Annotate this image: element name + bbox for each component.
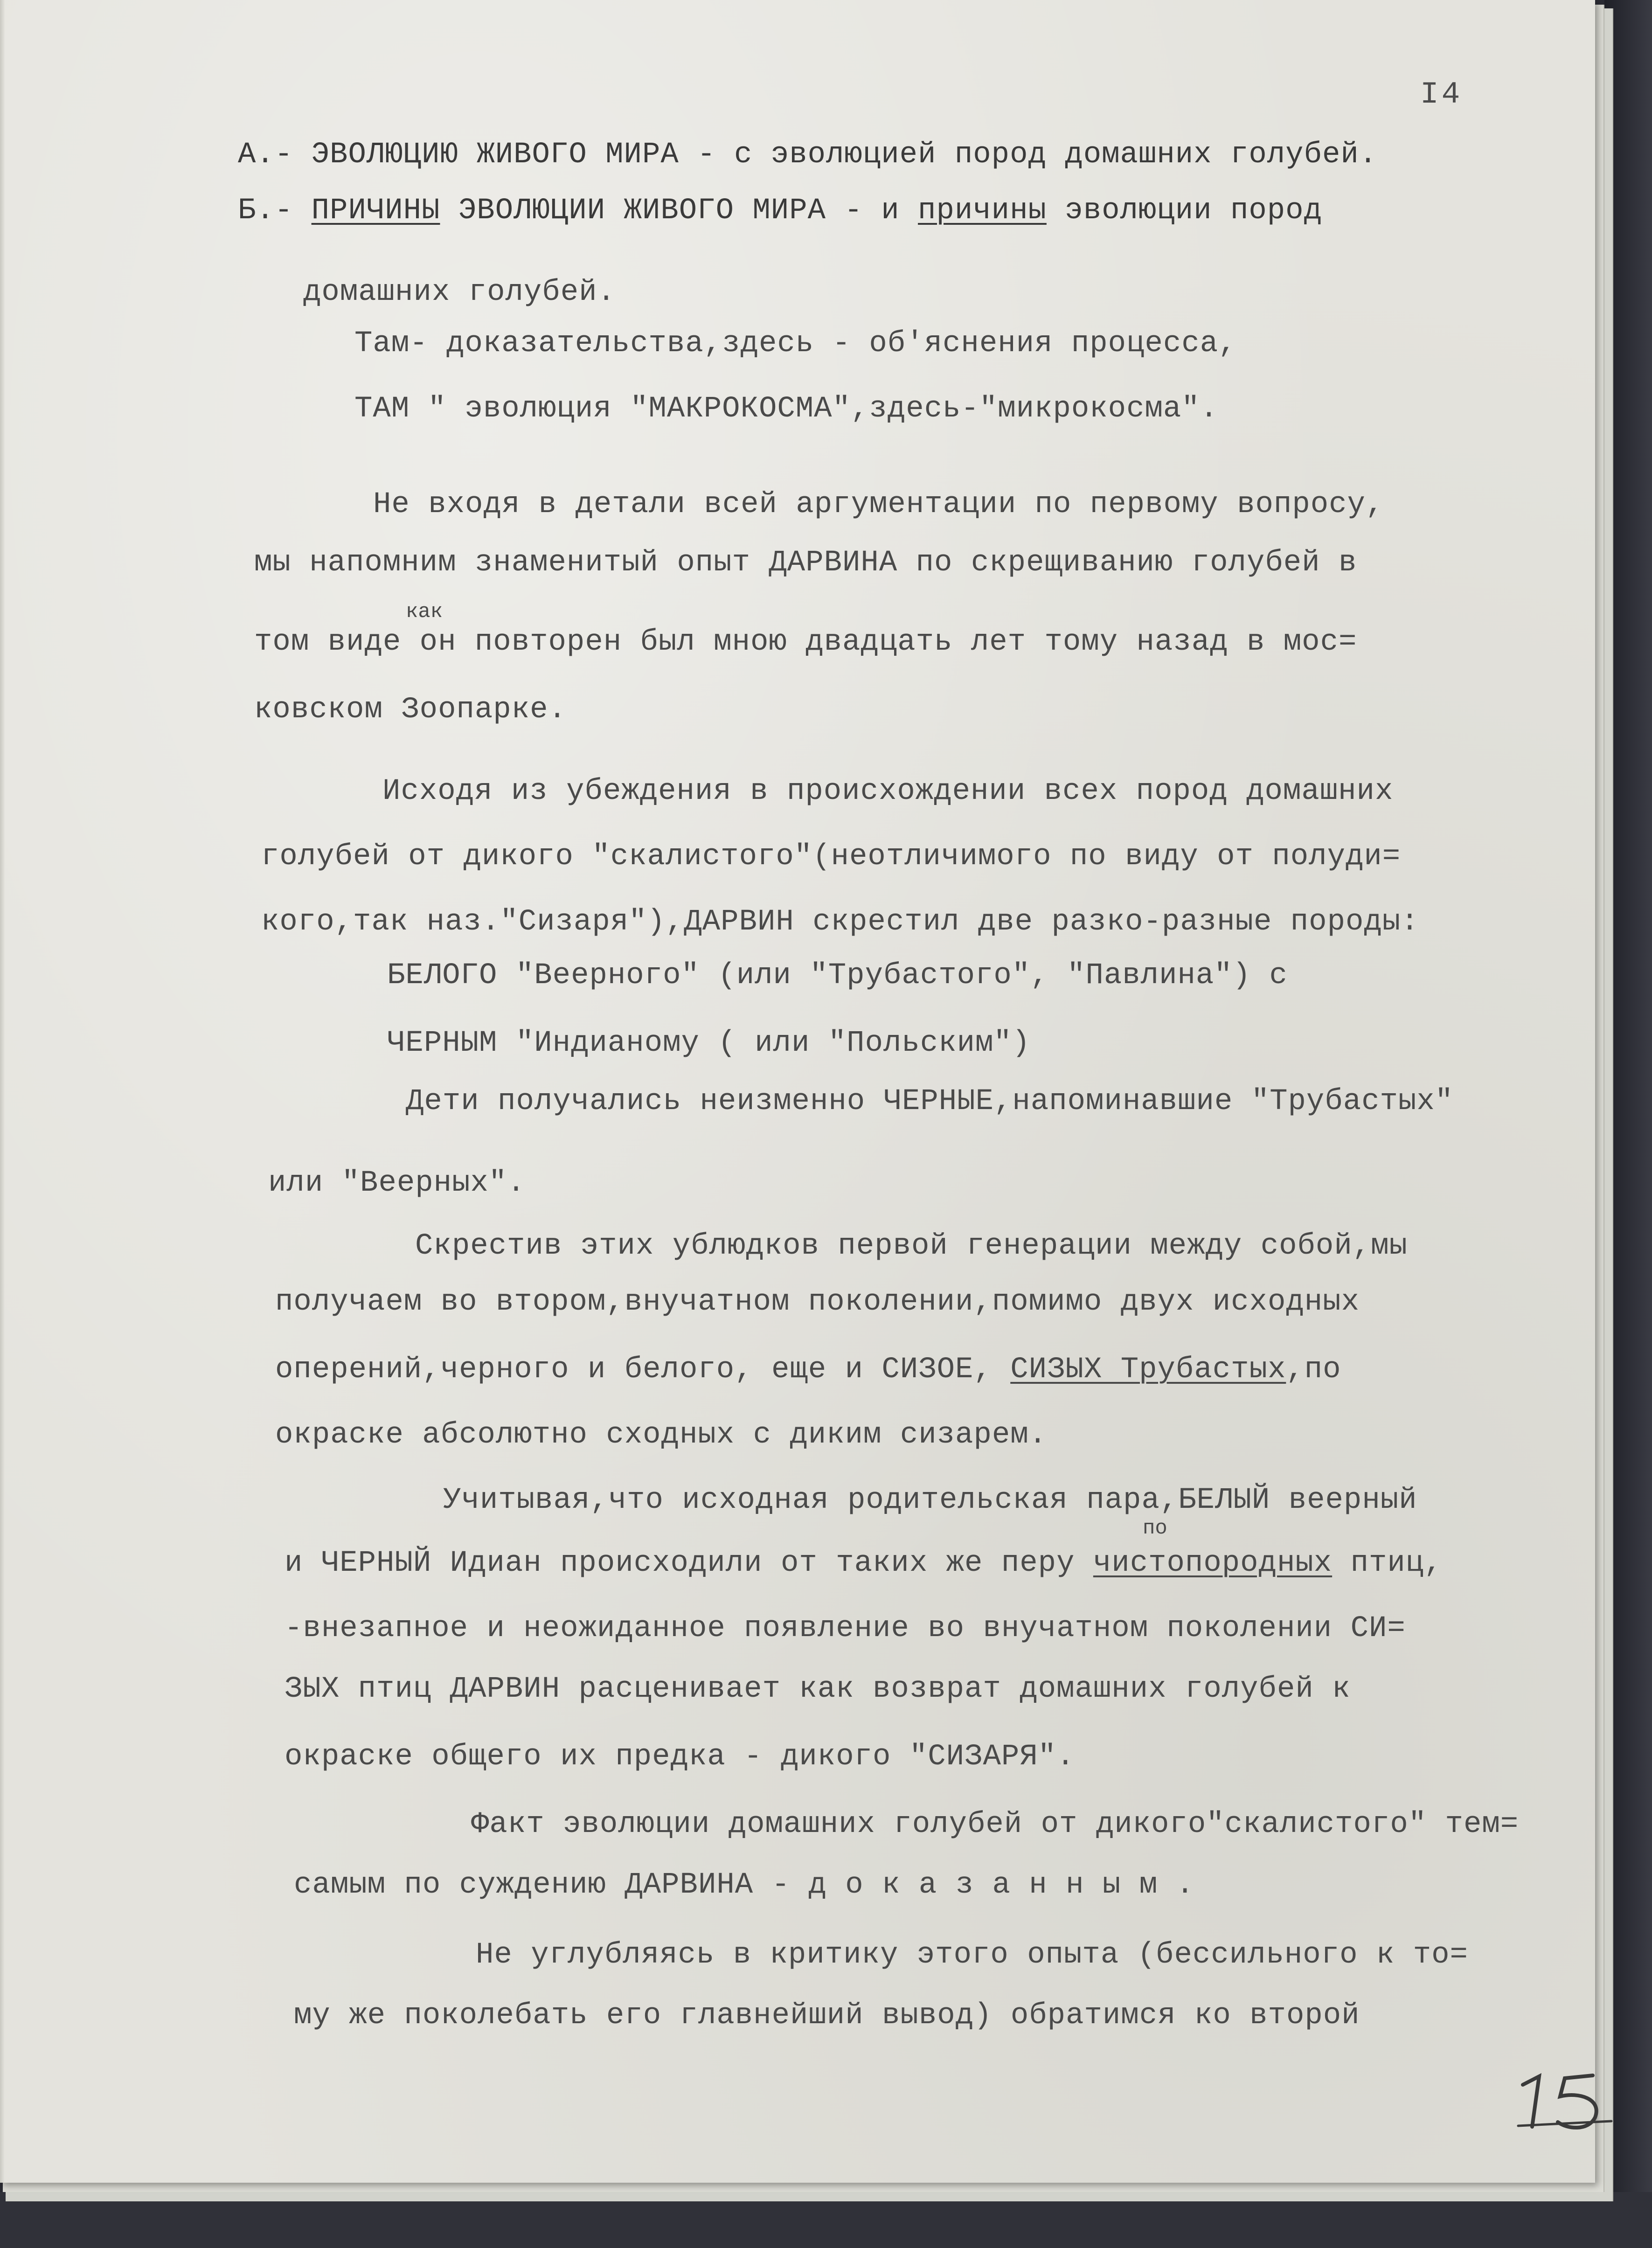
text-line: или "Веерных". — [268, 1166, 526, 1200]
text-line: голубей от дикого "скалистого"(неотличимого по виду от полуди= — [261, 840, 1401, 874]
text-line: кого,так наз."Сизаря"),ДАРВИН скрестил две разко-разные породы: — [261, 905, 1419, 939]
text-line: Там- доказательства,здесь - об'яснения процесса, — [354, 327, 1237, 361]
text-line: Исходя из убеждения в происхождении всех пород домашних — [382, 775, 1394, 808]
typed-insertion: по — [1143, 1517, 1167, 1540]
typed-insertion: как — [406, 600, 443, 624]
text-fragment: ЭВОЛЮЦИИ ЖИВОГО МИРА - и — [440, 194, 918, 228]
text-line — [238, 196, 1322, 226]
underlined-word: ПРИЧИНЫ — [311, 194, 440, 228]
text-line — [275, 1355, 1341, 1385]
text-line: окраске абсолютно сходных с диким сизарем. — [275, 1418, 1048, 1452]
text-line: Дети получались неизменно ЧЕРНЫЕ,напоминавшие "Трубастых" — [406, 1085, 1454, 1118]
text-line: получаем во втором,внучатном поколении,помимо двух исходных — [275, 1285, 1360, 1319]
paper-edge — [0, 0, 5, 2183]
text-line: му же поколебать его главнейший вывод) обратимся ко второй — [294, 1999, 1360, 2033]
text-line: БЕЛОГО "Веерного" (или "Трубастого", "Павлина") с — [387, 959, 1288, 992]
text-line — [285, 1548, 1443, 1578]
text-line: ковском Зоопарке. — [254, 693, 567, 727]
text-fragment: ,по — [1286, 1353, 1341, 1387]
text-fragment: Б.- — [238, 194, 312, 228]
text-fragment: перу — [1001, 1547, 1093, 1580]
text-line: -внезапное и неожиданное появление во внучатном поколении СИ= — [285, 1612, 1406, 1645]
text-fragment: птиц, — [1332, 1547, 1443, 1580]
page-number: I4 — [1420, 77, 1463, 112]
text-line: А.- ЭВОЛЮЦИЮ ЖИВОГО МИРА - с эволюцией пород домашних голубей. — [238, 138, 1378, 172]
text-line: Не входя в детали всей аргументации по первому вопросу, — [373, 488, 1384, 521]
underlined-word: причины — [918, 194, 1047, 228]
text-fragment: эволюции пород — [1046, 194, 1322, 228]
text-fragment: оперений,черного и белого, еще и СИЗОЕ, — [275, 1353, 1011, 1387]
underlined-phrase: СИЗЫХ Трубастых — [1010, 1353, 1286, 1387]
text-line: самым по суждению ДАРВИНА - д о к а з а н н ы м . — [294, 1868, 1194, 1902]
text-line: Факт эволюции домашних голубей от дикого"скалистого" тем= — [471, 1808, 1519, 1841]
text-line: домашних голубей. — [303, 276, 616, 309]
text-line: ЧЕРНЫМ "Индианому ( или "Польским") — [387, 1027, 1031, 1060]
handwritten-folio-number — [1513, 2071, 1616, 2131]
text-fragment: и ЧЕРНЫЙ Идиан происходили от таких же — [285, 1547, 1001, 1580]
underlined-word: чистопородных — [1093, 1547, 1333, 1580]
text-line: Учитывая,что исходная родительская пара,БЕЛЫЙ веерный — [443, 1484, 1417, 1517]
text-line: том виде он повторен был мною двадцать лет тому назад в мос= — [254, 625, 1357, 659]
text-line: ТАМ " эволюция "МАКРОКОСМА",здесь-"микрокосма". — [354, 392, 1219, 426]
text-line: Не углубляясь в критику этого опыта (бессильного к то= — [476, 1938, 1468, 1972]
text-line: мы напомним знаменитый опыт ДАРВИНА по скрещиванию голубей в — [254, 546, 1357, 580]
text-line: Скрестив этих ублюдков первой генерации между собой,мы — [415, 1229, 1408, 1263]
text-line: ЗЫХ птиц ДАРВИН расценивает как возврат домашних голубей к — [285, 1672, 1351, 1706]
text-line: окраске общего их предка - дикого "СИЗАРЯ". — [285, 1740, 1075, 1774]
